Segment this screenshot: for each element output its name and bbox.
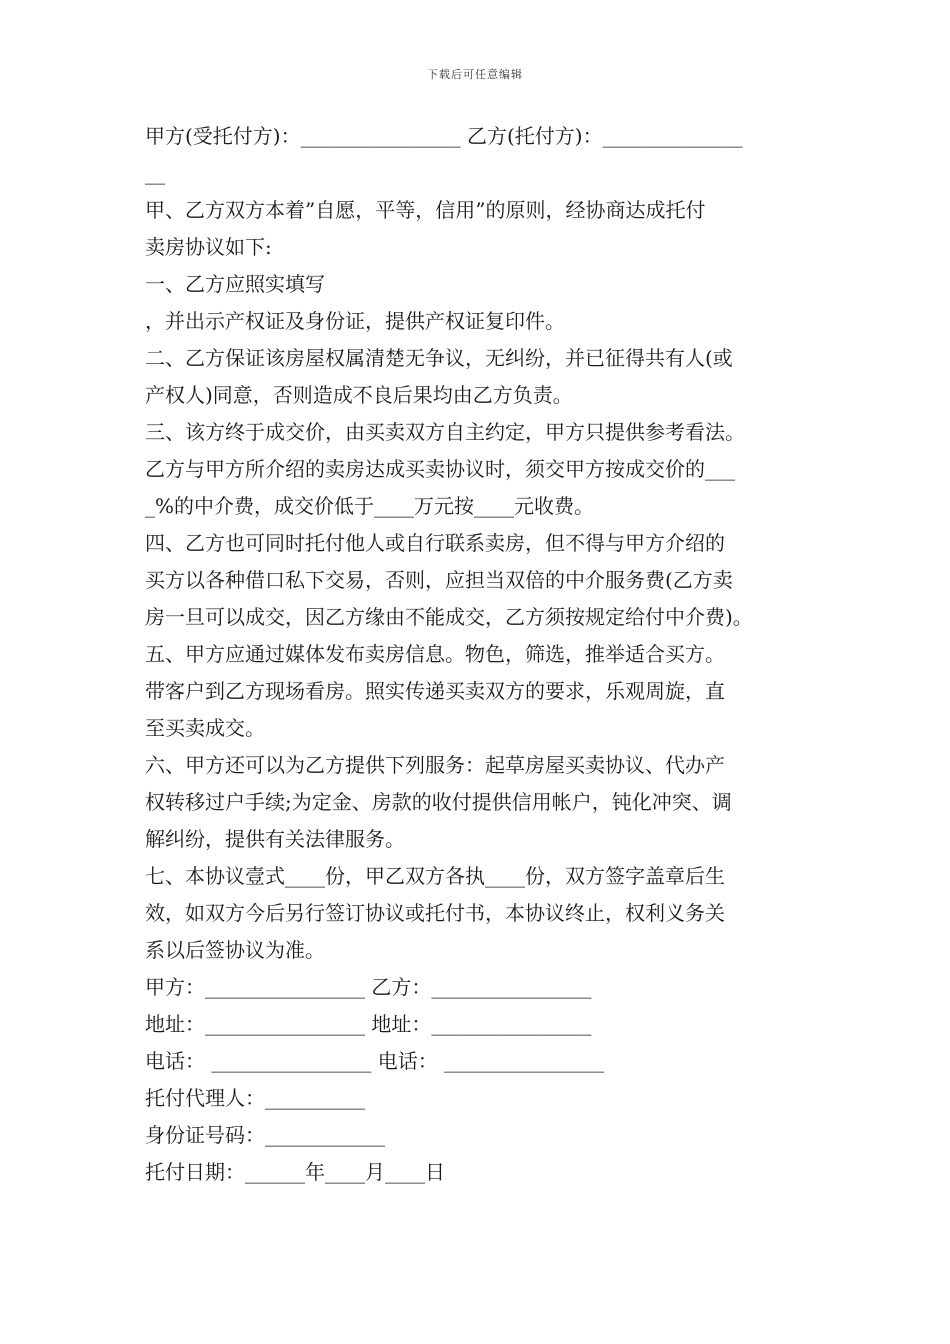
- clause-6-line: 解纠纷，提供有关法律服务。: [145, 827, 405, 851]
- clause-4-line: 四、乙方也可同时托付他人或自行联系卖房，但不得与甲方介绍的: [145, 531, 725, 555]
- clause-3-line: _%的中介费，成交价低于____万元按____元收费。: [145, 494, 595, 518]
- clause-3-line: 乙方与甲方所介绍的卖房达成买卖协议时，须交甲方按成交价的___: [145, 457, 735, 481]
- party-line: 甲方(受托付方)：________________ 乙方(托付方)：______________: [145, 124, 743, 148]
- clause-1-line: 一、乙方应照实填写: [145, 272, 325, 296]
- preamble-line: 卖房协议如下:: [145, 235, 272, 259]
- agent-line: 托付代理人：__________: [145, 1086, 365, 1110]
- clause-2-line: 产权人)同意，否则造成不良后果均由乙方负责。: [145, 383, 573, 407]
- clause-4-line: 房一旦可以成交，因乙方缘由不能成交，乙方须按规定给付中介费)。: [145, 605, 753, 629]
- date-line: 托付日期：______年____月____日: [145, 1160, 445, 1184]
- preamble-line: 甲、乙方双方本着”自愿，平等，信用”的原则，经协商达成托付: [145, 198, 706, 222]
- clause-2-line: 二、乙方保证该房屋权属清楚无争议，无纠纷，并已征得共有人(或: [145, 346, 733, 370]
- clause-3-line: 三、该方终于成交价，由买卖双方自主约定，甲方只提供参考看法。: [145, 420, 745, 444]
- id-number-line: 身份证号码：____________: [145, 1123, 385, 1147]
- party-line-continued: __: [145, 161, 165, 185]
- clause-6-line: 六、甲方还可以为乙方提供下列服务：起草房屋买卖协议、代办产: [145, 753, 725, 777]
- clause-7-line: 效，如双方今后另行签订协议或托付书，本协议终止，权利义务关: [145, 901, 725, 925]
- clause-5-line: 五、甲方应通过媒体发布卖房信息。物色，筛选，推举适合买方。: [145, 642, 725, 666]
- clause-4-line: 买方以各种借口私下交易，否则，应担当双倍的中介服务费(乙方卖: [145, 568, 733, 592]
- header-note: 下载后可任意编辑: [427, 68, 523, 81]
- address-line: 地址：________________ 地址：________________: [145, 1012, 592, 1036]
- clause-7-line: 系以后签协议为准。: [145, 938, 325, 962]
- clause-5-line: 带客户到乙方现场看房。照实传递买卖双方的要求，乐观周旋，直: [145, 679, 725, 703]
- clause-7-line: 七、本协议壹式____份，甲乙双方各执____份，双方签字盖章后生: [145, 864, 725, 888]
- signature-parties-line: 甲方：________________ 乙方：________________: [145, 975, 592, 999]
- clause-1-line: ，并出示产权证及身份证，提供产权证复印件。: [145, 309, 565, 333]
- clause-6-line: 权转移过户手续;为定金、房款的收付提供信用帐户，钝化冲突、调: [145, 790, 732, 814]
- clause-5-line: 至买卖成交。: [145, 716, 265, 740]
- phone-line: 电话： ________________ 电话： ________________: [145, 1049, 605, 1073]
- document-body: [145, 118, 825, 1191]
